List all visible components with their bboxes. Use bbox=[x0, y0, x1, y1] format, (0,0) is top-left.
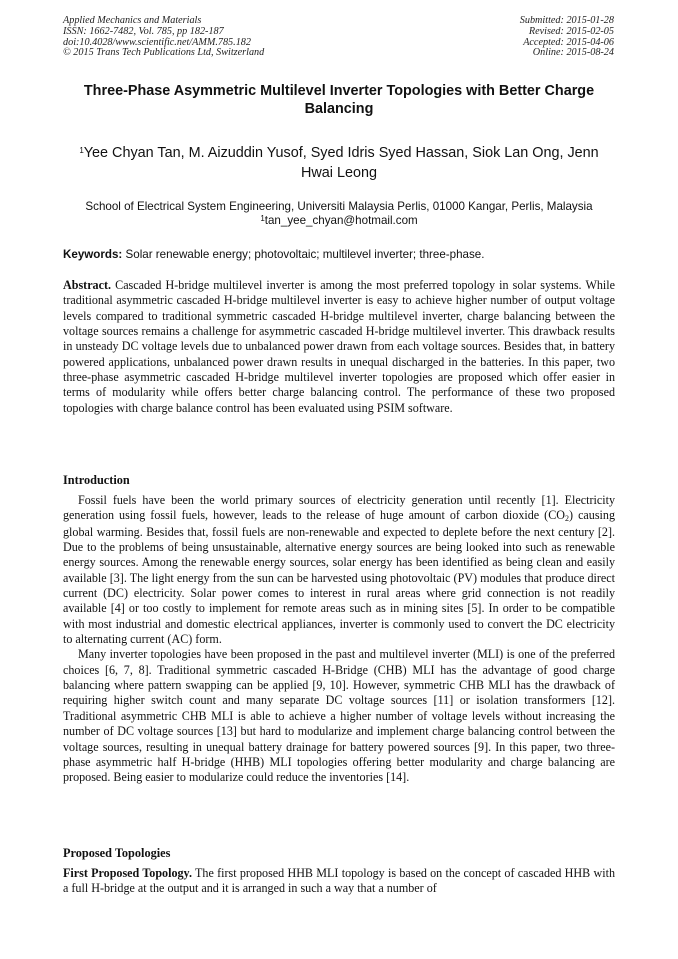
authors-text: Yee Chyan Tan, M. Aizuddin Yusof, Syed Idris Syed Hassan, Siok Lan Ong, Jenn Hwai Leong bbox=[83, 145, 599, 181]
affiliation: School of Electrical System Engineering, Universiti Malaysia Perlis, 01000 Kangar, Perlis, Malaysia bbox=[85, 200, 593, 213]
keywords-label: Keywords: bbox=[63, 248, 123, 261]
date-submitted: Submitted: 2015-01-28 bbox=[519, 15, 614, 26]
intro-paragraph-1: Fossil fuels have been the world primary sources of electricity generation until recently [1]. Electricity generation using fossil fuels, however, leads to the release of huge amount of carbon dioxide $(CO_2)$ causing global warming. Besides that, fossil fuels are non-renewable and expected to deplete before the next century [2]. Due to the problems of being unsustainable, alternative energy sources are being looked into such as renewable energy sources. Among the renewable energy sources, solar energy has been identified as being clean and easily available [3]. The light energy from the sun can be harvested using photovoltaic (PV) modules that produce direct current (DC) electricity. Solar power comes to interest in rural areas where grid connection is not readily available [4] or too costly to implement for remote areas such as in mining sites [5]. In order to be compatible with most industrial and domestic electrical appliances, inverter is commonly used to convert the DC electricity to alternating current (AC) form. bbox=[63, 493, 616, 647]
author-list bbox=[63, 143, 615, 183]
abstract-text: Cascaded H-bridge multilevel inverter is among the most preferred topology in solar systems. While traditional asymmetric cascaded H-bridge multilevel inverter is easy to achieve higher number of output voltage levels compared to traditional symmetric cascaded H-bridge multilevel inverter, charge balancing between the voltage sources remains a challenge for asymmetric cascaded H-bridge multilevel inverter. This drawback results in unsteady DC voltage levels due to unbalanced power drawn from each voltage sources. Besides that, in battery powered applications, unbalanced power drawn results in unequal discharged in the batteries. In this paper, two three-phase asymmetric cascaded H-bridge multilevel inverter topologies are proposed which offer easier in terms of modularity while offers better charge balancing control. The performance of these two proposed topologies with charge balance control has been evaluated using PSIM software. bbox=[63, 278, 615, 415]
date-online: Online: 2015-08-24 bbox=[532, 47, 614, 59]
journal-info bbox=[63, 16, 264, 59]
abstract-label: Abstract. bbox=[63, 278, 112, 292]
journal-copyright: © 2015 Trans Tech Publications Ltd, Switzerland bbox=[63, 47, 265, 59]
proposed-topologies-body bbox=[63, 866, 615, 897]
keywords bbox=[63, 248, 615, 262]
date-revised: Revised: 2015-02-05 bbox=[528, 25, 614, 37]
affiliation-block bbox=[63, 200, 615, 228]
introduction-body bbox=[63, 493, 615, 786]
email-line bbox=[63, 214, 615, 228]
author-marker: 1 bbox=[79, 146, 84, 155]
date-accepted: Accepted: 2015-04-06 bbox=[523, 36, 614, 48]
keywords-text: Solar renewable energy; photovoltaic; multilevel inverter; three-phase. bbox=[125, 248, 485, 261]
proposed-topologies-heading: Proposed Topologies bbox=[63, 846, 171, 860]
journal-doi: doi:10.4028/www.scientific.net/AMM.785.182 bbox=[63, 36, 251, 48]
journal-issn: ISSN: 1662-7482, Vol. 785, pp 182-187 bbox=[63, 25, 224, 37]
first-topology-text: The first proposed HHB MLI topology is based on the concept of cascaded HHB with a full H-bridge at the output and it is arranged in such a way that a number of bbox=[63, 866, 615, 896]
co2-subscript: 2 bbox=[565, 514, 570, 524]
abstract bbox=[63, 278, 615, 416]
submission-dates bbox=[520, 16, 614, 59]
introduction-heading: Introduction bbox=[63, 473, 130, 487]
paper-title: Three-Phase Asymmetric Multilevel Inverter Topologies with Better Charge Balancing bbox=[83, 83, 595, 117]
first-topology-lead: First Proposed Topology. bbox=[63, 866, 192, 880]
journal-name: Applied Mechanics and Materials bbox=[63, 15, 202, 26]
intro-paragraph-2: Many inverter topologies have been proposed in the past and multilevel inverter (MLI) is one of the preferred choices [6, 7, 8]. Traditional symmetric cascaded H-Bridge (CHB) MLI has the advantage of good charge balancing where pattern swapping can be applied [9, 10]. However, symmetric CHB MLI has the drawback of requiring higher switch count and many separate DC voltage sources [11] or isolation transformers [12]. Traditional asymmetric CHB MLI is able to achieve a higher number of voltage levels without increasing the number of DC voltage sources [13] but hard to modularize and implement charge balancing control between the voltage sources, resulting in unequal battery drainage for battery powered sources [9]. In this paper, two three-phase asymmetric half H-bridge (HHB) MLI topologies offering better modularity and charge balancing are proposed. Being easier to modularize could reduce the inventories [14]. bbox=[63, 647, 615, 785]
email-marker: 1 bbox=[260, 214, 265, 223]
author-email: tan_yee_chyan@hotmail.com bbox=[264, 214, 418, 227]
